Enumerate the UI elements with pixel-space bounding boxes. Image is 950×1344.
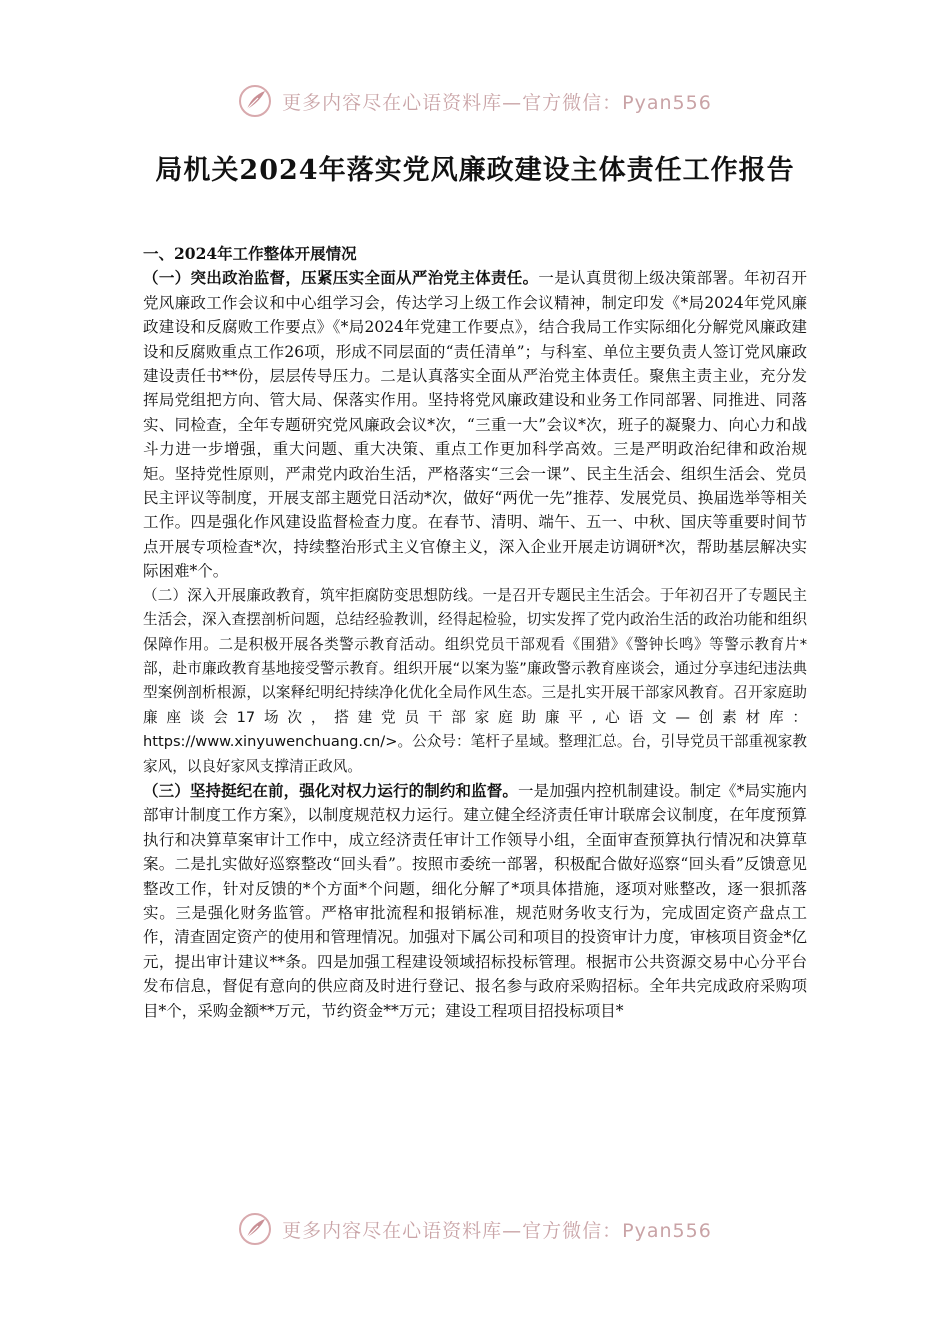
watermark-text: 更多内容尽在心语资料库—官方微信：Pyan556 [282,1219,712,1242]
document-body [143,242,807,1023]
paragraph-1-lead: （一）突出政治监督，压紧压实全面从严治党主体责任。 [143,268,539,288]
watermark-text: 更多内容尽在心语资料库—官方微信：Pyan556 [282,91,712,114]
paragraph-3-body: 一是加强内控机制建设。制定《*局实施内部审计制度工作方案》，以制度规范权力运行。建立健全经济责任审计联席会议制度，在年度预算执行和决算草案审计工作中，成立经济责任审计工作领导小组，全面审查预算执行情况和决算草案。二是扎实做好巡察整改“回头看”。按照市委统一部署，积极配合做好巡察“回头看”反馈意见整改工作，针对反馈的*个方面*个问题，细化分解了*项具体措施，逐项对账整改，逐一狠抓落实。三是强化财务监管。严格审批流程和报销标准，规范财务收支行为，完成固定资产盘点工作，清查固定资产的使用和管理情况。加强对下属公司和项目的投资审计力度，审核项目资金*亿元，提出审计建议**条。四是加强工程建设领域招标投标管理。根据市公共资源交易中心分平台发布信息，督促有意向的供应商及时进行登记、报名参与政府采购招标。全年共完成政府采购项目*个，采购金额**万元，节约资金**万元；建设工程项目招投标项目* [143,781,807,1020]
paragraph-3 [143,779,807,1023]
section-heading: 一、2024年工作整体开展情况 [143,244,357,263]
header-watermark-banner [0,84,950,118]
feather-pen-logo-icon [238,84,272,118]
paragraph-3-lead: （三）坚持挺纪在前，强化对权力运行的制约和监督。 [143,780,518,800]
page-title: 局机关2024年落实党风廉政建设主体责任工作报告 [155,155,795,186]
feather-pen-logo-icon [238,1212,272,1246]
paragraph-1 [143,266,807,583]
paragraph-2: （二）深入开展廉政教育，筑牢拒腐防变思想防线。一是召开专题民主生活会。于年初召开了专题民主生活会，深入查摆剖析问题，总结经验教训，经得起检验，切实发挥了党内政治生活的政治功能和组织保障作用。二是积极开展各类警示教育活动。组织党员干部观看《围猎》《警钟长鸣》等警示教育片*部，赴市廉政教育基地接受警示教育。组织开展“以案为鉴”廉政警示教育座谈会，通过分享违纪违法典型案例剖析根源，以案释纪明纪持续净化优化全局作风生态。三是扎实开展干部家风教育。召开家庭助廉座谈会17场次，搭建党员干部家庭助廉平,心语文—创素材库：https://www.xinyuwenchuang.cn/>。公众号：笔杆子星域。整理汇总。台，引导党员干部重视家教家风，以良好家风支撑清正政风。 [143,586,807,775]
footer-watermark-banner [0,1212,950,1246]
paragraph-1-body: 一是认真贯彻上级决策部署。年初召开党风廉政工作会议和中心组学习会，传达学习上级工作会议精神，制定印发《*局2024年党风廉政建设和反腐败工作要点》《*局2024年党建工作要点》，结合我局工作实际细化分解党风廉政建设和反腐败重点工作26项，形成不同层面的“责任清单”；与科室、单位主要负责人签订党风廉政建设责任书**份，层层传导压力。二是认真落实全面从严治党主体责任。聚焦主责主业，充分发挥局党组把方向、管大局、保落实作用。坚持将党风廉政建设和业务工作同部署、同推进、同落实、同检查，全年专题研究党风廉政会议*次，“三重一大”会议*次，班子的凝聚力、向心力和战斗力进一步增强，重大问题、重大决策、重点工作更加科学高效。三是严明政治纪律和政治规矩。坚持党性原则，严肃党内政治生活，严格落实“三会一课”、民主生活会、组织生活会、党员民主评议等制度，开展支部主题党日活动*次，做好“两优一先”推荐、发展党员、换届选举等相关工作。四是强化作风建设监督检查力度。在春节、清明、端午、五一、中秋、国庆等重要时间节点开展专项检查*次，持续整治形式主义官僚主义，深入企业开展走访调研*次，帮助基层解决实际困难*个。 [143,269,807,581]
